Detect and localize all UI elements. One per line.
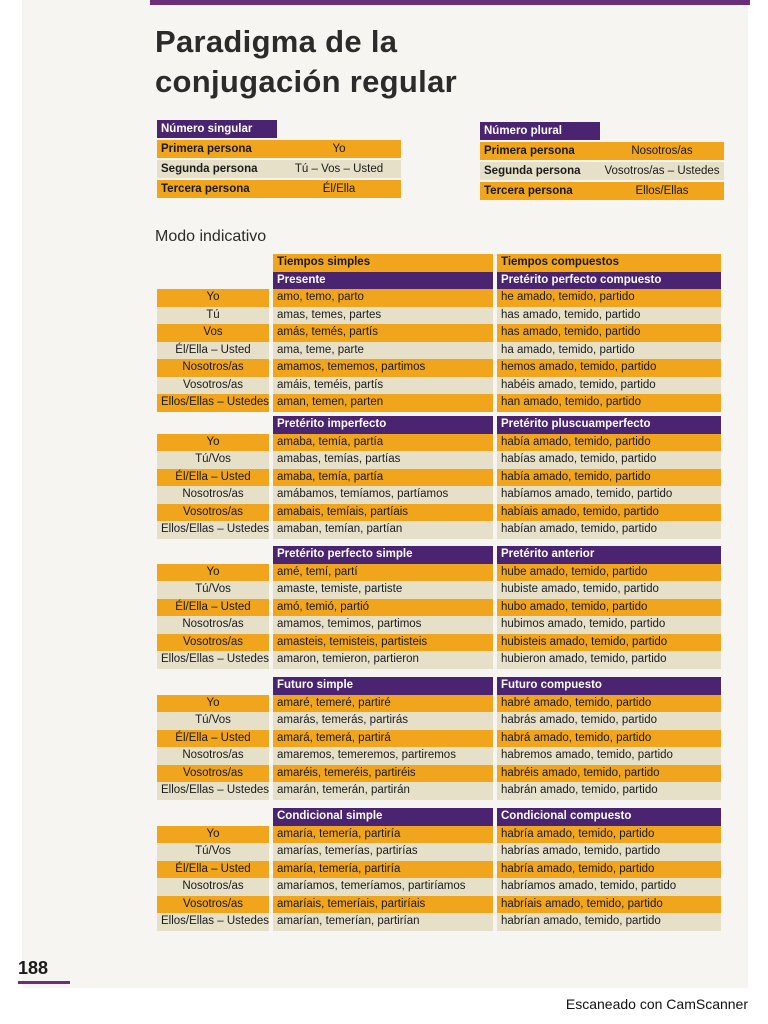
- simple-form-cell: amaríamos, temeríamos, partiríamos: [273, 878, 493, 896]
- pronoun-cell: Yo: [157, 434, 269, 452]
- table-row: [157, 712, 721, 730]
- table-row: [157, 289, 721, 307]
- pronoun-cell: Tú/Vos: [157, 581, 269, 599]
- plural-value: Vosotros/as – Ustedes: [600, 161, 724, 181]
- compound-form-cell: habré amado, temido, partido: [497, 695, 721, 713]
- simple-tense-name: Condicional simple: [273, 808, 493, 826]
- pronoun-cell: Nosotros/as: [157, 616, 269, 634]
- table-row: [157, 469, 721, 487]
- singular-label: Segunda persona: [157, 159, 277, 179]
- pronoun-cell: Tú/Vos: [157, 843, 269, 861]
- tense-block: [157, 677, 721, 800]
- table-row: [157, 359, 721, 377]
- table-row: [157, 616, 721, 634]
- simple-form-cell: amaréis, temeréis, partiréis: [273, 765, 493, 783]
- compound-form-cell: habéis amado, temido, partido: [497, 377, 721, 395]
- table-row: [157, 434, 721, 452]
- pronoun-cell: Vosotros/as: [157, 377, 269, 395]
- pronoun-cell: Yo: [157, 564, 269, 582]
- compound-form-cell: habrá amado, temido, partido: [497, 730, 721, 748]
- singular-table: [157, 120, 401, 200]
- pronoun-cell: Nosotros/as: [157, 747, 269, 765]
- compound-tense-name: Pretérito pluscuamperfecto: [497, 416, 721, 434]
- simple-form-cell: amaría, temería, partiría: [273, 826, 493, 844]
- scanner-footer: Escaneado con CamScanner: [565, 996, 748, 1012]
- pronoun-cell: Él/Ella – Usted: [157, 730, 269, 748]
- pronoun-cell: Vos: [157, 324, 269, 342]
- simple-form-cell: amé, temí, partí: [273, 564, 493, 582]
- table-row: [157, 730, 721, 748]
- table-row: [157, 896, 721, 914]
- compound-form-cell: había amado, temido, partido: [497, 469, 721, 487]
- table-row: [157, 651, 721, 669]
- compound-tense-name: Pretérito perfecto compuesto: [497, 272, 721, 290]
- table-row: [157, 747, 721, 765]
- simple-form-cell: amarán, temerán, partirán: [273, 782, 493, 800]
- compound-tense-name: Condicional compuesto: [497, 808, 721, 826]
- tense-block: [157, 546, 721, 669]
- compound-form-cell: habíais amado, temido, partido: [497, 504, 721, 522]
- simple-form-cell: amabais, temíais, partíais: [273, 504, 493, 522]
- simple-form-cell: amaste, temiste, partiste: [273, 581, 493, 599]
- compound-form-cell: habríais amado, temido, partido: [497, 896, 721, 914]
- simple-form-cell: amáis, teméis, partís: [273, 377, 493, 395]
- pronoun-cell: Vosotros/as: [157, 896, 269, 914]
- pronoun-cell: Yo: [157, 695, 269, 713]
- tense-block: [157, 808, 721, 931]
- simple-form-cell: amamos, tememos, partimos: [273, 359, 493, 377]
- pronoun-cell: Vosotros/as: [157, 765, 269, 783]
- tense-block: [157, 416, 721, 539]
- pronoun-cell: Ellos/Ellas – Ustedes: [157, 394, 269, 412]
- compound-form-cell: habrán amado, temido, partido: [497, 782, 721, 800]
- plural-label: Tercera persona: [480, 181, 600, 201]
- pronoun-cell: Tú/Vos: [157, 451, 269, 469]
- simple-form-cell: amas, temes, partes: [273, 307, 493, 325]
- compound-form-cell: hubimos amado, temido, partido: [497, 616, 721, 634]
- table-row: [157, 521, 721, 539]
- pronoun-cell: Yo: [157, 826, 269, 844]
- table-row: [157, 878, 721, 896]
- simple-form-cell: amaríais, temeríais, partiríais: [273, 896, 493, 914]
- simple-tense-name: Futuro simple: [273, 677, 493, 695]
- table-row: [157, 843, 721, 861]
- simple-form-cell: aman, temen, parten: [273, 394, 493, 412]
- tense-block: [157, 254, 721, 412]
- singular-value: Yo: [277, 139, 401, 159]
- pronoun-cell: Él/Ella – Usted: [157, 342, 269, 360]
- compound-form-cell: habréis amado, temido, partido: [497, 765, 721, 783]
- simple-tense-name: Pretérito perfecto simple: [273, 546, 493, 564]
- compound-form-cell: habrían amado, temido, partido: [497, 913, 721, 931]
- plural-table: [480, 122, 724, 202]
- page-number-underline: [18, 981, 70, 984]
- compound-form-cell: habíamos amado, temido, partido: [497, 486, 721, 504]
- compound-form-cell: ha amado, temido, partido: [497, 342, 721, 360]
- title-line-2: conjugación regular: [155, 64, 457, 99]
- simple-tense-name: Presente: [273, 272, 493, 290]
- pronoun-cell: Nosotros/as: [157, 878, 269, 896]
- simple-form-cell: amaba, temía, partía: [273, 434, 493, 452]
- compound-form-cell: había amado, temido, partido: [497, 434, 721, 452]
- table-row: [157, 782, 721, 800]
- section-title: Modo indicativo: [155, 228, 267, 245]
- compound-form-cell: habría amado, temido, partido: [497, 826, 721, 844]
- compound-tense-name: Pretérito anterior: [497, 546, 721, 564]
- table-row: [157, 826, 721, 844]
- compound-form-cell: hube amado, temido, partido: [497, 564, 721, 582]
- pronoun-cell: Vosotros/as: [157, 504, 269, 522]
- compound-form-cell: has amado, temido, partido: [497, 307, 721, 325]
- compound-form-cell: han amado, temido, partido: [497, 394, 721, 412]
- simple-form-cell: amaría, temería, partiría: [273, 861, 493, 879]
- simple-form-cell: amaron, temieron, partieron: [273, 651, 493, 669]
- compound-form-cell: hubiste amado, temido, partido: [497, 581, 721, 599]
- table-row: [157, 342, 721, 360]
- simple-form-cell: amarías, temerías, partirías: [273, 843, 493, 861]
- pronoun-cell: Nosotros/as: [157, 359, 269, 377]
- table-row: [157, 861, 721, 879]
- simple-form-cell: amamos, temimos, partimos: [273, 616, 493, 634]
- table-row: [157, 634, 721, 652]
- simple-form-cell: ama, teme, parte: [273, 342, 493, 360]
- compound-form-cell: habríamos amado, temido, partido: [497, 878, 721, 896]
- page-title: [155, 22, 457, 102]
- pronoun-cell: Él/Ella – Usted: [157, 599, 269, 617]
- pronoun-cell: Tú/Vos: [157, 712, 269, 730]
- pronoun-cell: Ellos/Ellas – Ustedes: [157, 521, 269, 539]
- pronoun-cell: Tú: [157, 307, 269, 325]
- compound-form-cell: habían amado, temido, partido: [497, 521, 721, 539]
- pronoun-cell: Ellos/Ellas – Ustedes: [157, 913, 269, 931]
- simple-form-cell: amarían, temerían, partirían: [273, 913, 493, 931]
- compound-form-cell: hubisteis amado, temido, partido: [497, 634, 721, 652]
- table-row: [157, 564, 721, 582]
- compound-form-cell: hubo amado, temido, partido: [497, 599, 721, 617]
- singular-value: Él/Ella: [277, 179, 401, 199]
- pronoun-cell: Ellos/Ellas – Ustedes: [157, 782, 269, 800]
- simple-form-cell: amábamos, temíamos, partíamos: [273, 486, 493, 504]
- table-row: [157, 599, 721, 617]
- top-accent-bar: [150, 0, 750, 5]
- simple-form-cell: amará, temerá, partirá: [273, 730, 493, 748]
- col-header-simple: Tiempos simples: [273, 254, 493, 272]
- pronoun-cell: Él/Ella – Usted: [157, 469, 269, 487]
- compound-form-cell: habías amado, temido, partido: [497, 451, 721, 469]
- table-row: [157, 695, 721, 713]
- simple-form-cell: amasteis, temisteis, partisteis: [273, 634, 493, 652]
- compound-form-cell: has amado, temido, partido: [497, 324, 721, 342]
- table-row: [157, 451, 721, 469]
- pronoun-cell: Él/Ella – Usted: [157, 861, 269, 879]
- table-row: [157, 581, 721, 599]
- simple-form-cell: amarás, temerás, partirás: [273, 712, 493, 730]
- compound-form-cell: habremos amado, temido, partido: [497, 747, 721, 765]
- compound-form-cell: habrás amado, temido, partido: [497, 712, 721, 730]
- singular-label: Tercera persona: [157, 179, 277, 199]
- table-row: [157, 324, 721, 342]
- pronoun-cell: Ellos/Ellas – Ustedes: [157, 651, 269, 669]
- compound-tense-name: Futuro compuesto: [497, 677, 721, 695]
- table-row: [157, 307, 721, 325]
- pronoun-cell: Vosotros/as: [157, 634, 269, 652]
- singular-header: Número singular: [157, 120, 277, 139]
- plural-value: Nosotros/as: [600, 141, 724, 161]
- singular-label: Primera persona: [157, 139, 277, 159]
- pronoun-cell: Yo: [157, 289, 269, 307]
- simple-tense-name: Pretérito imperfecto: [273, 416, 493, 434]
- title-line-1: Paradigma de la: [155, 24, 398, 59]
- compound-form-cell: hemos amado, temido, partido: [497, 359, 721, 377]
- simple-form-cell: amabas, temías, partías: [273, 451, 493, 469]
- simple-form-cell: amaba, temía, partía: [273, 469, 493, 487]
- table-row: [157, 486, 721, 504]
- plural-label: Segunda persona: [480, 161, 600, 181]
- plural-value: Ellos/Ellas: [600, 181, 724, 201]
- table-row: [157, 504, 721, 522]
- table-row: [157, 394, 721, 412]
- table-row: [157, 765, 721, 783]
- compound-form-cell: hubieron amado, temido, partido: [497, 651, 721, 669]
- plural-header: Número plural: [480, 122, 600, 141]
- compound-form-cell: habría amado, temido, partido: [497, 861, 721, 879]
- compound-form-cell: habrías amado, temido, partido: [497, 843, 721, 861]
- simple-form-cell: amaremos, temeremos, partiremos: [273, 747, 493, 765]
- table-row: [157, 377, 721, 395]
- page-number: 188: [18, 958, 49, 978]
- simple-form-cell: amó, temió, partió: [273, 599, 493, 617]
- pronoun-cell: Nosotros/as: [157, 486, 269, 504]
- simple-form-cell: amaré, temeré, partiré: [273, 695, 493, 713]
- plural-label: Primera persona: [480, 141, 600, 161]
- singular-value: Tú – Vos – Usted: [277, 159, 401, 179]
- simple-form-cell: amo, temo, parto: [273, 289, 493, 307]
- col-header-compound: Tiempos compuestos: [497, 254, 721, 272]
- simple-form-cell: amaban, temían, partían: [273, 521, 493, 539]
- compound-form-cell: he amado, temido, partido: [497, 289, 721, 307]
- table-row: [157, 913, 721, 931]
- simple-form-cell: amás, temés, partís: [273, 324, 493, 342]
